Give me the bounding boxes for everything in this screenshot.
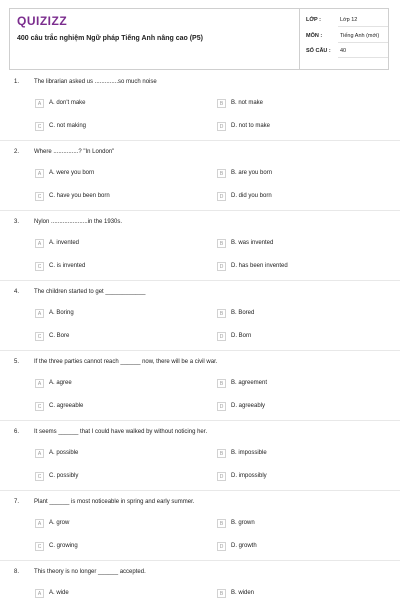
meta-underline — [338, 26, 388, 27]
option-letter-box[interactable]: D — [217, 542, 226, 551]
option-text: B. grown — [231, 520, 255, 526]
option-letter-box[interactable]: C — [35, 332, 44, 341]
option-letter-box[interactable]: B — [217, 309, 226, 318]
option-text: D. growth — [231, 543, 257, 549]
option-text: A. possible — [49, 450, 79, 456]
meta-underline — [338, 42, 388, 43]
option-letter-box[interactable]: D — [217, 262, 226, 271]
option-text: C. agreeable — [49, 403, 84, 409]
option-text: D. not to make — [231, 123, 271, 129]
option-text: B. impossible — [231, 450, 267, 456]
question-text: This theory is no longer ______ accepted. — [34, 569, 146, 575]
option-letter-box[interactable]: B — [217, 379, 226, 388]
question-number: 3. — [14, 219, 20, 225]
option-text: A. agree — [49, 380, 72, 386]
option-text: C. is invented — [49, 263, 86, 269]
question-text: The librarian asked us ..............so much noise — [34, 79, 157, 85]
option-letter-box[interactable]: B — [217, 589, 226, 598]
option-letter-box[interactable]: B — [217, 519, 226, 528]
question-number: 8. — [14, 569, 20, 575]
option-text: C. Bore — [49, 333, 70, 339]
option-letter-box[interactable]: B — [217, 169, 226, 178]
option-text: A. were you born — [49, 170, 95, 176]
document-header — [9, 8, 389, 70]
header-divider — [299, 9, 300, 69]
option-text: C. not making — [49, 123, 87, 129]
question-divider — [0, 490, 400, 491]
question-number: 1. — [14, 79, 20, 85]
question-divider — [0, 140, 400, 141]
question-divider — [0, 420, 400, 421]
option-letter-box[interactable]: D — [217, 122, 226, 131]
option-text: A. invented — [49, 240, 80, 246]
option-letter-box[interactable]: B — [217, 449, 226, 458]
option-letter-box[interactable]: D — [217, 472, 226, 481]
option-letter-box[interactable]: D — [217, 402, 226, 411]
option-letter-box[interactable]: A — [35, 99, 44, 108]
question-text: If the three parties cannot reach ______ now, there will be a civil war. — [34, 359, 218, 365]
option-letter-box[interactable]: A — [35, 169, 44, 178]
meta-label: LỚP : — [306, 17, 321, 23]
option-text: A. wide — [49, 590, 69, 596]
option-letter-box[interactable]: D — [217, 192, 226, 201]
option-text: D. agreeably — [231, 403, 266, 409]
question-text: Nylon ......................in the 1930s. — [34, 219, 123, 225]
question-number: 4. — [14, 289, 20, 295]
question-text: It seems ______ that I could have walked by without noticing her. — [34, 429, 208, 435]
option-letter-box[interactable]: C — [35, 402, 44, 411]
meta-value: 40 — [340, 48, 347, 54]
option-text: A. Boring — [49, 310, 74, 316]
option-text: B. are you born — [231, 170, 273, 176]
option-letter-box[interactable]: A — [35, 589, 44, 598]
option-text: A. don't make — [49, 100, 86, 106]
option-letter-box[interactable]: A — [35, 309, 44, 318]
option-letter-box[interactable]: A — [35, 379, 44, 388]
meta-value: Lớp 12 — [340, 17, 358, 23]
option-letter-box[interactable]: A — [35, 449, 44, 458]
question-text: The children started to get ____________ — [34, 289, 146, 295]
option-letter-box[interactable]: C — [35, 542, 44, 551]
option-text: B. agreement — [231, 380, 268, 386]
question-number: 2. — [14, 149, 20, 155]
option-letter-box[interactable]: C — [35, 262, 44, 271]
page-title: 400 câu trắc nghiệm Ngữ pháp Tiếng Anh nâng cao (P5) — [17, 35, 203, 42]
option-text: D. did you born — [231, 193, 272, 199]
meta-underline — [338, 57, 388, 58]
option-text: D. Born — [231, 333, 252, 339]
question-text: Where ...............? "In London" — [34, 149, 115, 155]
meta-value: Tiếng Anh (mới) — [340, 33, 380, 39]
question-divider — [0, 350, 400, 351]
option-text: C. growing — [49, 543, 78, 549]
option-letter-box[interactable]: B — [217, 99, 226, 108]
question-divider — [0, 210, 400, 211]
option-text: A. grow — [49, 520, 70, 526]
option-text: C. possibly — [49, 473, 79, 479]
option-text: D. has been invented — [231, 263, 288, 269]
meta-label: SỐ CÂU : — [306, 48, 331, 54]
meta-label: MÔN : — [306, 33, 323, 39]
option-letter-box[interactable]: B — [217, 239, 226, 248]
question-number: 6. — [14, 429, 20, 435]
option-letter-box[interactable]: C — [35, 122, 44, 131]
option-letter-box[interactable]: A — [35, 239, 44, 248]
option-letter-box[interactable]: C — [35, 472, 44, 481]
option-text: B. widen — [231, 590, 255, 596]
question-number: 7. — [14, 499, 20, 505]
option-text: B. was invented — [231, 240, 274, 246]
option-text: C. have you been born — [49, 193, 110, 199]
option-text: D. impossibly — [231, 473, 267, 479]
question-number: 5. — [14, 359, 20, 365]
quizizz-logo: QUIZIZZ — [17, 14, 68, 28]
question-divider — [0, 280, 400, 281]
option-letter-box[interactable]: C — [35, 192, 44, 201]
question-text: Plant ______ is most noticeable in spring and early summer. — [34, 499, 195, 505]
option-letter-box[interactable]: D — [217, 332, 226, 341]
question-divider — [0, 560, 400, 561]
option-text: B. Bored — [231, 310, 255, 316]
option-letter-box[interactable]: A — [35, 519, 44, 528]
option-text: B. not make — [231, 100, 264, 106]
